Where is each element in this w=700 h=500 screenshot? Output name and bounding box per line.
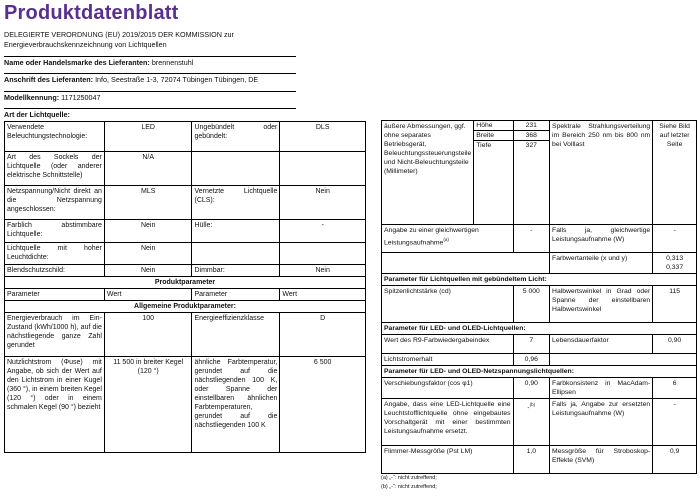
table-header-row <box>5 289 366 301</box>
table-row <box>382 121 697 225</box>
cell-envelope-value: - <box>280 220 366 243</box>
source-type-label: Art der Lichtquelle: <box>4 110 70 119</box>
table-row <box>5 313 366 357</box>
cell-claim-value <box>513 399 550 446</box>
source-type-row <box>4 108 296 119</box>
cell-empty <box>550 354 697 366</box>
table-row <box>382 335 697 354</box>
cell-mains-value: MLS <box>104 186 192 220</box>
table-row <box>5 357 366 453</box>
regulation-text: DELEGIERTE VERORDNUNG (EU) 2019/2015 DER KOMMISSION zur Energieverbrauchskennzeichnung von Lichtquellen <box>4 30 234 49</box>
table-row <box>5 186 366 220</box>
cell-life-label: Lebensdauerfaktor <box>550 335 653 354</box>
cell-dimension-names <box>474 121 513 225</box>
table-row <box>5 277 366 289</box>
page-title: Produktdatenblatt <box>4 2 179 24</box>
cell-cct-label: ähnliche Farbtemperatur, gerundet auf die nächstliegenden 100 K, oder Spanne der einstellbaren ähnlichen Farbtemperaturen, gerundet auf die nächstliegenden 100 K <box>192 357 280 453</box>
footnote-a: (a) „-“: nicht zutreffend; <box>381 475 437 481</box>
claim-value-text: - <box>527 404 530 412</box>
model-row <box>4 91 296 102</box>
cell-flux-value: 11 500 in breiter Kegel (120 °) <box>104 357 192 453</box>
brand-label: Name oder Handelsmarke des Lieferanten: <box>4 58 150 67</box>
left-data-table <box>4 121 366 453</box>
col-value-header: Wert <box>280 289 366 301</box>
col-param-header: Parameter <box>5 289 105 301</box>
cell-luminance-value: Nein <box>104 243 192 265</box>
cell-shift-label: Verschiebungsfaktor (cos φ1) <box>382 378 514 399</box>
footnote-b: (b) „-“: nicht zutreffend; <box>381 484 437 490</box>
cell-spectral-value: Siehe Bild auf letzter Seite <box>653 121 697 225</box>
cell-cap-label: Art des Sockels der Lichtquelle (oder anderer elektrische Schnittstelle) <box>5 152 105 186</box>
cell-empty <box>280 243 366 265</box>
cell-dimmable-value: Nein <box>280 265 366 277</box>
cell-cls-label: Vernetzte Lichtquelle (CLS): <box>192 186 280 220</box>
table-row <box>382 286 697 323</box>
table-row <box>382 354 697 366</box>
right-data-table <box>381 120 697 474</box>
table-row <box>5 152 366 186</box>
width-value: 368 <box>514 131 550 141</box>
table-row <box>382 399 697 446</box>
cell-maintenance-value: 0,96 <box>513 354 550 366</box>
table-row <box>5 122 366 152</box>
model-label: Modellkennung: <box>4 93 60 102</box>
table-row <box>382 225 697 253</box>
cell-r9-label: Wert des R9-Farbwiedergabeindex <box>382 335 514 354</box>
table-row <box>5 265 366 277</box>
cell-dimmable-label: Dimmbar: <box>192 265 280 277</box>
height-value: 231 <box>514 121 550 131</box>
cell-chroma-values <box>653 253 697 274</box>
cell-antiglare-value: Nein <box>104 265 192 277</box>
cell-beam-value: 115 <box>653 286 697 323</box>
table-row <box>382 323 697 335</box>
cell-equiv-value: - <box>653 225 697 253</box>
cell-peak-label: Spitzenlichtstärke (cd) <box>382 286 514 323</box>
cell-technology-label: Verwendete Beleuchtungstechnologie: <box>5 122 105 152</box>
cell-replace-label: Falls ja, Angabe zur ersetzten Leistungsaufnahme (W) <box>550 399 653 446</box>
cell-mains-label: Netzspannung/Nicht direkt an die Netzspannung angeschlossen: <box>5 186 105 220</box>
cell-chroma-label: Farbwertanteile (x und y) <box>550 253 653 274</box>
table-row <box>382 366 697 378</box>
product-params-title: Produktparameter <box>5 277 366 289</box>
depth-label: Tiefe <box>476 142 492 149</box>
cell-tunable-label: Farblich abstimmbare Lichtquelle: <box>5 220 105 243</box>
cell-directional-value: DLS <box>280 122 366 152</box>
col-param-header: Parameter <box>192 289 280 301</box>
model-value: 1171250047 <box>61 93 101 102</box>
address-label: Anschrift des Lieferanten: <box>4 75 94 84</box>
cell-peak-value: 5 000 <box>513 286 550 323</box>
cell-life-value: 0,90 <box>653 335 697 354</box>
table-row <box>5 301 366 313</box>
table-row <box>5 220 366 243</box>
height-label: Höhe <box>474 121 512 131</box>
cell-flicker-value: 1,0 <box>513 446 550 474</box>
cell-efficiency-value: D <box>280 313 366 357</box>
chroma-y-value: 0,337 <box>666 264 684 271</box>
table-row <box>382 274 697 286</box>
cell-envelope-label: Hülle: <box>192 220 280 243</box>
table-row <box>382 378 697 399</box>
cell-replace-value: - <box>653 399 697 446</box>
width-label: Breite <box>474 131 512 141</box>
cell-empty <box>192 152 280 186</box>
cell-efficiency-label: Energieeffizienzklasse <box>192 313 280 357</box>
cell-mcadam-label: Farbkonsistenz in MacAdam-Ellipsen <box>550 378 653 399</box>
power-footnote-marker: (a) <box>443 237 449 242</box>
cell-cls-value: Nein <box>280 186 366 220</box>
cell-mcadam-value: 6 <box>653 378 697 399</box>
cell-strobo-value: 0,9 <box>653 446 697 474</box>
cell-cct-value: 6 500 <box>280 357 366 453</box>
cell-r9-value: 7 <box>513 335 550 354</box>
cell-shift-value: 0,90 <box>513 378 550 399</box>
table-row <box>5 243 366 265</box>
cell-spectral-label: Spektrale Strahlungsverteilung im Bereich 250 nm bis 800 nm bei Volllast <box>550 121 653 225</box>
cell-dimension-values <box>513 121 550 225</box>
directional-section-title: Parameter für Lichtquellen mit gebündeltem Licht: <box>382 274 697 286</box>
cell-strobo-label: Messgröße für Stroboskop-Effekte (SVM) <box>550 446 653 474</box>
cell-power-value: - <box>513 225 550 253</box>
led-section-title: Parameter für LED- und OLED-Lichtquellen: <box>382 323 697 335</box>
chroma-x-value: 0,313 <box>666 255 684 262</box>
cell-directional-label: Ungebündelt oder gebündelt: <box>192 122 280 152</box>
cell-cap-value: N/A <box>104 152 192 186</box>
cell-tunable-value: Nein <box>104 220 192 243</box>
cell-energy-value: 100 <box>104 313 192 357</box>
cell-equiv-label: Falls ja, gleichwertige Leistungsaufnahme (W) <box>550 225 653 253</box>
cell-energy-label: Energieverbrauch im Ein-Zustand (kWh/1000 h), auf die nächstliegende ganze Zahl gerundet <box>5 313 105 357</box>
cell-power-label <box>382 225 514 253</box>
cell-maintenance-label: Lichtstromerhalt <box>382 354 514 366</box>
cell-technology-value: LED <box>104 122 192 152</box>
brand-value: brennenstuhl <box>151 58 194 67</box>
cell-antiglare-label: Blendschutzschild: <box>5 265 105 277</box>
address-value: Info, Seestraße 1-3, 72074 Tübingen Tübingen, DE <box>95 75 259 84</box>
mains-section-title: Parameter für LED- und OLED-Netzspannungslichtquellen: <box>382 366 697 378</box>
table-row <box>382 446 697 474</box>
col-value-header: Wert <box>104 289 192 301</box>
general-params-title: Allgemeine Produktparameter: <box>5 301 366 313</box>
cell-luminance-label: Lichtquelle mit hoher Leuchtdichte: <box>5 243 105 265</box>
depth-value: 327 <box>525 142 537 149</box>
cell-claim-label: Angabe, dass eine LED-Lichtquelle eine Leuchtstofflichtquelle ohne eingebautes Vorschaltgerät mit einer bestimmten Leistungsaufnahme ersetzt. <box>382 399 514 446</box>
supplier-address-row <box>4 73 296 84</box>
cell-beam-label: Halbwertswinkel in Grad oder Spanne der einstellbaren Halbwertswinkel <box>550 286 653 323</box>
cell-empty <box>382 253 550 274</box>
table-row <box>382 253 697 274</box>
cell-dimensions-label: äußere Abmessungen, ggf. ohne separates Betriebsgerät, Beleuchtungssteuerungsteile und Nicht-Beleuchtungsteile (Millimeter) <box>382 121 474 225</box>
cell-empty <box>280 152 366 186</box>
power-label-text: Angabe zu einer gleichwertigen Leistungsaufnahme <box>384 227 479 247</box>
footnotes <box>381 474 437 492</box>
supplier-brand-row <box>4 56 296 67</box>
claim-footnote-marker: (b) <box>529 402 536 407</box>
cell-flux-label: Nutzlichtstrom (Φuse) mit Angabe, ob sich der Wert auf den Lichtstrom in einer Kugel (360 °), in einem breiten Kegel (120 °) oder in einem schmalen Kegel (90 °) bezieht <box>5 357 105 453</box>
cell-flicker-label: Flimmer-Messgröße (Pst LM) <box>382 446 514 474</box>
cell-empty <box>192 243 280 265</box>
